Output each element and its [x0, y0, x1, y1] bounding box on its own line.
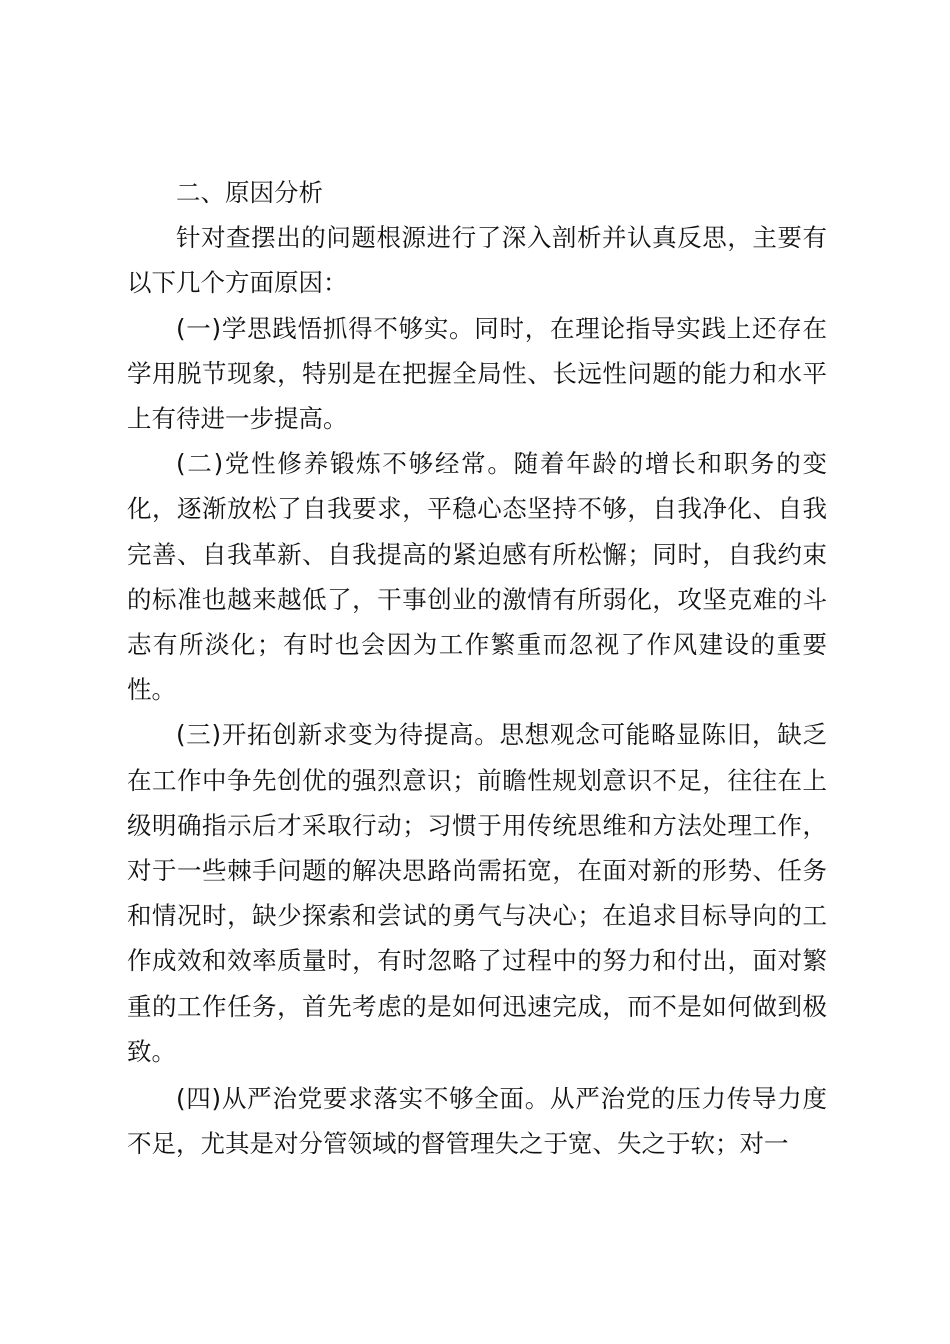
- paragraph-2: (二)党性修养锻炼不够经常。随着年龄的增长和职务的变化，逐渐放松了自我要求，平稳心态坚持不够，自我净化、自我完善、自我革新、自我提高的紧迫感有所松懈；同时，自我约束的标准也越来越低了，干事创业的激情有所弱化，攻坚克难的斗志有所淡化；有时也会因为工作繁重而忽视了作风建设的重要性。: [127, 449, 827, 705]
- paragraph-3: (三)开拓创新求变为待提高。思想观念可能略显陈旧，缺乏在工作中争先创优的强烈意识；前瞻性规划意识不足，往往在上级明确指示后才采取行动；习惯于用传统思维和方法处理工作，对于一些棘手问题的解决思路尚需拓宽，在面对新的形势、任务和情况时，缺少探索和尝试的勇气与决心；在追求目标导向的工作成效和效率质量时，有时忽略了过程中的努力和付出，面对繁重的工作任务，首先考虑的是如何迅速完成，而不是如何做到极致。: [127, 720, 827, 1066]
- section-heading: 二、原因分析: [176, 178, 323, 207]
- paragraph-1: (一)学思践悟抓得不够实。同时，在理论指导实践上还存在学用脱节现象，特别是在把握全局性、长远性问题的能力和水平上有待进一步提高。: [127, 313, 827, 434]
- intro-paragraph: 针对查摆出的问题根源进行了深入剖析并认真反思，主要有以下几个方面原因：: [127, 223, 827, 298]
- paragraph-4: (四)从严治党要求落实不够全面。从严治党的压力传导力度不足，尤其是对分管领域的督管理失之于宽、失之于软；对一: [127, 1084, 827, 1159]
- document-body: [127, 170, 827, 1166]
